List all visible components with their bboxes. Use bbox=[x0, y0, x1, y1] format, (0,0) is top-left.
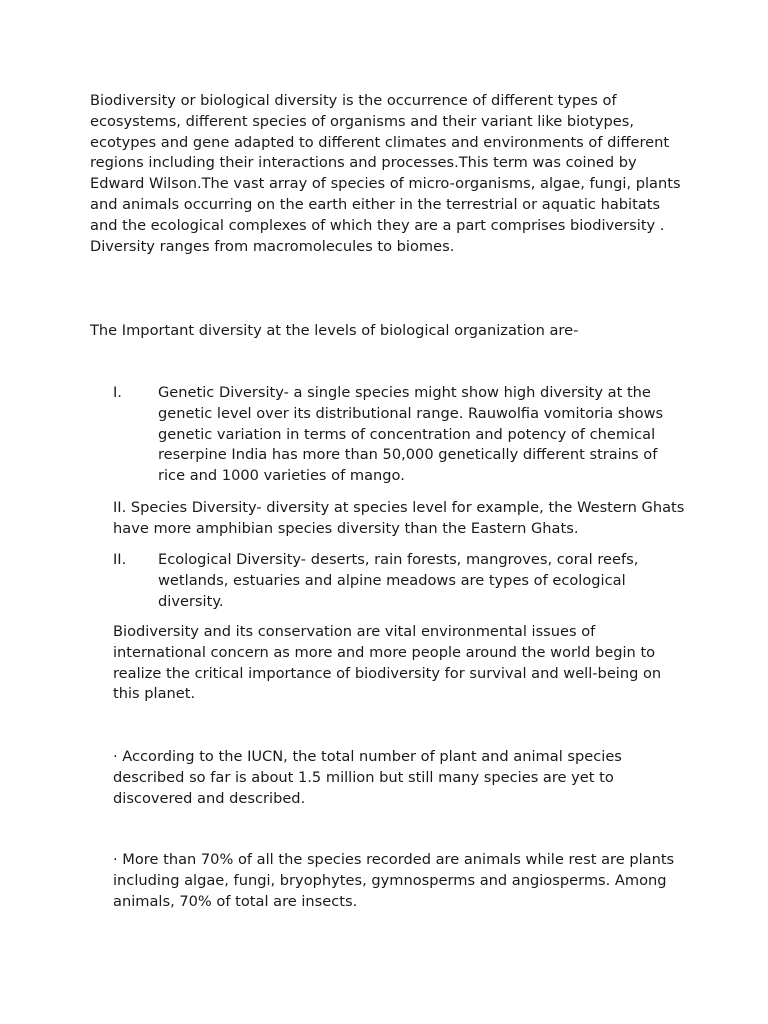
list-item-genetic-diversity bbox=[113, 383, 688, 487]
bullet-animal-percentage: · More than 70% of all the species recorded are animals while rest are plants including algae, fungi, bryophytes, gymnosperms and angiosperms. Among animals, 70% of total are insects. bbox=[113, 851, 675, 910]
conservation-paragraph: Biodiversity and its conservation are vital environmental issues of international concern as more and more people around the world begin to realize the critical importance of biodiversity for survival and well-being on this planet. bbox=[113, 623, 662, 703]
list-item-text: Genetic Diversity- a single species might show high diversity at the genetic level over its distributional range. Rauwolfia vomitoria shows genetic variation in terms of concentration and potency of chemical reserpine India has more than 50,000 genetically different strains of rice and 1000 varieties of mango. bbox=[158, 384, 664, 485]
list-item-text: Ecological Diversity- deserts, rain forests, mangroves, coral reefs, wetlands, estuaries and alpine meadows are types of ecological diversity. bbox=[158, 551, 639, 610]
intro-paragraph: Biodiversity or biological diversity is the occurrence of different types of ecosystems, different species of organisms and their variant like biotypes, ecotypes and gene adapted to different climates and environments of different regions including their interactions and processes.This term was coined by Edward Wilson.The vast array of species of micro-organisms, algae, fungi, plants and animals occurring on the earth either in the terrestrial or aquatic habitats and the ecological complexes of which they are a part comprises biodiversity . Diversity ranges from macromolecules to biomes. bbox=[90, 92, 681, 255]
list-item-number: I. bbox=[113, 384, 122, 401]
levels-lead-sentence: The Important diversity at the levels of biological organization are- bbox=[90, 322, 579, 339]
list-item-number: II. bbox=[113, 551, 127, 568]
species-diversity-paragraph: II. Species Diversity- diversity at species level for example, the Western Ghats have more amphibian species diversity than the Eastern Ghats. bbox=[113, 499, 685, 537]
bullet-iucn-species-count: · According to the IUCN, the total number of plant and animal species described so far is about 1.5 million but still many species are yet to discovered and described. bbox=[113, 748, 622, 807]
list-item-ecological-diversity bbox=[113, 550, 688, 612]
